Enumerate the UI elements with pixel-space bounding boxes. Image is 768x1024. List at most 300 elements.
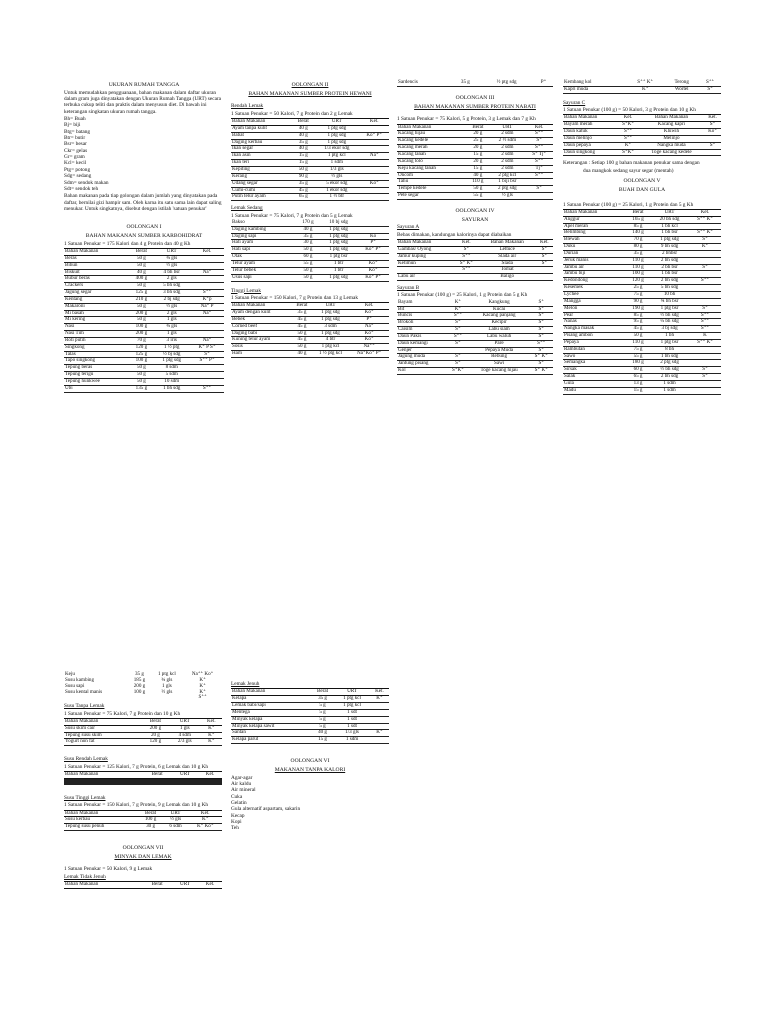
table-cell: Daun melinjo (563, 135, 617, 142)
table-cell: 1 bh kcl (650, 223, 689, 230)
table-cell: 170 g (296, 220, 320, 226)
table-cell: 1 ptg kcl (157, 671, 176, 677)
table-row (563, 278, 721, 285)
abbreviation-item: Bsr= besar (64, 141, 87, 148)
table-cell: Daun singkong (563, 149, 617, 156)
table-row (563, 230, 721, 237)
gol2-tinggi-table (231, 302, 389, 358)
table-cell: 10 sdm (153, 379, 190, 386)
table-cell: 1 gls (162, 682, 172, 689)
table-cell: 400 g (129, 276, 153, 283)
gol6-item: Air mineral (231, 787, 256, 794)
table-cell: 1 ptg sdg (320, 233, 357, 240)
gol3-title: OOLONGAN III (455, 94, 495, 101)
gol7-jenuh-title: Lemak Jenuh (231, 681, 260, 687)
column-header: Ket. (188, 810, 222, 817)
table-cell: Tepung terigu (64, 372, 129, 379)
table-cell: 1 ½ ptg kcl (312, 351, 350, 358)
gol6-title: OOLONGAN VI (290, 758, 330, 765)
table-cell: Daging babi (231, 330, 292, 337)
table-cell: 1 sdm (650, 380, 689, 387)
table-cell: 1 sdm (314, 160, 359, 167)
table-cell: 1 ptg bsr (320, 254, 357, 261)
table-cell: Putih telur ayam (231, 194, 292, 201)
table-cell (359, 194, 389, 201)
gol5-table (563, 209, 721, 395)
table-cell: K⁺ (199, 688, 206, 695)
column-urt (64, 80, 224, 393)
table-cell: 55 g (466, 193, 489, 200)
table-cell: Ko⁺ P⁺ (357, 247, 389, 254)
table-cell: Baligo (479, 274, 536, 281)
table-row (397, 340, 553, 347)
table-cell: Susu skim cair (64, 725, 142, 732)
table-cell: K⁺ (617, 142, 638, 149)
table-cell: 5 g (311, 703, 334, 710)
table-cell: 90 g (626, 298, 650, 305)
table-cell: Salak (563, 374, 626, 381)
table-cell: 65 g (292, 194, 314, 201)
table-cell: Ham (231, 351, 292, 358)
table-row (563, 292, 721, 299)
table-cell: 1 sdm (334, 737, 370, 744)
table-cell: Minyak kelapa (231, 716, 311, 723)
column-header: Berat (129, 248, 153, 255)
gol6-item-list (231, 775, 389, 832)
susu-rendah-desc: 1 Satuan Penukar = 75 Kalori, 7 g Protein dan 10 g Kh (64, 710, 181, 717)
table-cell: 50 g (129, 283, 153, 290)
column-header: Bahan Makanan (64, 248, 129, 255)
table-cell: 15 g (466, 151, 489, 158)
table-cell: 40 g (292, 125, 314, 132)
table-cell: Susu kambing (65, 676, 95, 683)
table-cell: S⁺ (447, 327, 469, 334)
table-cell: 3 bj sdg (650, 326, 689, 333)
table-cell (198, 783, 222, 784)
abbreviation-item: Gr= gram (64, 154, 85, 161)
column-susu (64, 672, 222, 889)
column-header: Bahan Makanan (231, 303, 292, 310)
table-cell: 80 g (626, 244, 650, 251)
column-header: URT (314, 119, 359, 126)
table-cell: S⁺⁺ (617, 135, 638, 142)
table-cell (525, 193, 553, 200)
table-row (231, 160, 389, 167)
table-cell (689, 285, 721, 292)
table-cell: ½ gls (161, 688, 173, 695)
table-cell: 20 bh sdg (650, 216, 689, 223)
table-row (231, 125, 389, 132)
table-row (231, 310, 389, 317)
table-cell: Tahu (397, 179, 466, 186)
table-cell: S⁺ (447, 361, 469, 368)
table-cell: Kelapa parut (231, 737, 311, 744)
table-cell: Kerang (231, 173, 292, 180)
table-cell: 9 bh sdg (650, 244, 689, 251)
table-cell: Tj⁺ (525, 165, 553, 172)
table-cell: Rambutan (563, 346, 626, 353)
table-cell: 30 g (138, 824, 162, 831)
table-row (231, 723, 389, 730)
table-cell (704, 149, 721, 156)
column-header: Ket. (370, 689, 389, 696)
table-row (231, 180, 389, 187)
table-cell: 110 g (626, 339, 650, 346)
table-cell: 50 g (129, 379, 153, 386)
table-cell: Daging sapi (231, 233, 296, 240)
table-row (563, 149, 721, 156)
table-cell: Nangka muda (639, 142, 704, 149)
column-header: Berat (138, 810, 162, 817)
table-cell: Kacang hijau (397, 131, 466, 138)
table-cell: Pepaya (563, 339, 626, 346)
table-cell: Bayam merah (563, 122, 617, 129)
table-cell: Bayam (397, 300, 447, 306)
table-cell: Wortel (664, 86, 699, 93)
table-row (563, 374, 721, 381)
table-cell: 50 g (296, 247, 320, 254)
table-cell: S⁺ (529, 361, 553, 368)
table-cell (359, 139, 389, 146)
abbreviation-item: Ckr= gelas (64, 147, 88, 154)
table-cell: 2 ½ sdm (489, 138, 525, 145)
urt-intro: Untuk memudahkan pengguanaan, bahan makanan dalam daftar ukuran dalam gram juga dinyatakan dengan Ukuran Rumah Tangga (URT) secara terbuka cukup teliti dan praktis dalam menyusun diet. Di bawah ini keterangan singkatan ukuran rumah tangga. (64, 89, 222, 115)
table-cell: 25 g (466, 138, 489, 145)
table-cell: S⁺ (447, 320, 469, 327)
gol6-item: Cuka (231, 793, 243, 800)
table-cell: S⁺ (529, 347, 553, 354)
table-row (397, 368, 553, 375)
table-cell: S⁺ K⁺ (529, 368, 553, 375)
table-cell: Na⁺⁺ (349, 344, 389, 351)
table-cell (370, 716, 389, 723)
table-cell: ½ ptg sdg (479, 80, 534, 86)
table-cell: 1 ½ btr (314, 194, 359, 201)
table-cell: S⁺ (529, 313, 553, 320)
table-cell: Ko⁺ (704, 129, 721, 136)
table-cell: Pete segar (397, 193, 466, 200)
table-cell: Nangka masak (563, 326, 626, 333)
table-cell: 35 g (626, 250, 650, 257)
column-gol5 (563, 80, 721, 395)
table-cell: 35 g (452, 80, 479, 86)
table-cell: S⁺⁺ (190, 290, 224, 297)
table-cell: Pare (469, 340, 530, 347)
susu-sedang-table (64, 771, 222, 785)
column-header: Ket. (198, 771, 222, 778)
gol6-item: Gelatin (231, 799, 247, 806)
table-cell: Mi kering (64, 317, 129, 324)
table-cell: 90 g (292, 173, 314, 180)
table-cell: 110 g (626, 257, 650, 264)
table-cell: 1 ptg bsr (650, 339, 689, 346)
table-cell: K⁺ (199, 682, 206, 689)
table-cell: 2 ptg sdg (489, 186, 525, 193)
table-cell: 200 g (133, 682, 146, 689)
table-cell: 15 g (311, 737, 334, 744)
gol7-tanpa-title: Lemak Tidak Jenuh (64, 873, 106, 880)
gol5-c-note: Keterangan : Setiap 100 g bahan makanan penukar sama dengan (563, 160, 700, 167)
gol7-desc: 1 Satuan Penukar = 50 Kalori, 9 g Lemak (64, 866, 153, 873)
table-cell: 5 bh sdg (650, 285, 689, 292)
table-cell: 1 sdm (650, 387, 689, 394)
column-header: Berat (143, 882, 172, 889)
table-cell: Keju (65, 671, 75, 677)
table-cell: 15 g (292, 153, 314, 160)
table-cell: Gula (563, 380, 626, 387)
table-cell: ¾ gls (153, 324, 190, 331)
table-cell: 100 g (626, 271, 650, 278)
table-cell (190, 317, 224, 324)
table-cell: 8 sdm (153, 365, 190, 372)
table-cell: Mentega (231, 709, 311, 716)
table-cell: Blewah (563, 237, 626, 244)
gol7-jenuh-table (231, 688, 389, 744)
table-cell: 1 ptg sdg (312, 316, 350, 323)
table-cell: K⁺ (370, 696, 389, 703)
table-cell: K⁺p (190, 296, 224, 303)
table-cell: S⁺K⁺ (617, 122, 638, 129)
table-cell: S⁺⁺ (198, 694, 207, 701)
table-cell: S⁺⁺ K⁺ (689, 339, 721, 346)
column-header: Berat (292, 119, 314, 126)
table-cell: 50 g (292, 167, 314, 174)
table-cell: 200 g (129, 310, 153, 317)
table-cell: K⁺ (689, 244, 721, 251)
table-cell: Bit (397, 306, 447, 313)
table-cell: Na⁺ (359, 153, 389, 160)
table-cell: 210 g (129, 296, 153, 303)
susu-tinggi-desc: 1 Satuan Penukar = 150 Kalori, 7 g Protein, 9 g Lemak dan 10 g Kh (64, 802, 209, 809)
table-cell: K⁺ (447, 300, 469, 306)
table-cell: ¾ gls (153, 255, 190, 262)
table-cell: Daun katuk (563, 129, 617, 136)
table-cell (172, 783, 199, 784)
table-cell: 1 ptg sdg (312, 330, 350, 337)
table-cell (689, 380, 721, 387)
table-cell: ½ bj sdg (153, 351, 190, 358)
table-cell: 1 bh bsr (650, 230, 689, 237)
table-cell: 1/3 ekor sdg (314, 146, 359, 153)
table-row (64, 385, 224, 392)
gol3-subtitle: BAHAN MAKANAN SUMBER PROTEIN NABATI (414, 103, 536, 110)
susu-rendah-title: Susu Tanpa Lemak (64, 703, 105, 710)
table-cell: 45 g (292, 337, 312, 344)
table-cell: 95 g (626, 319, 650, 326)
table-row (231, 139, 389, 146)
table-cell: 40 g (296, 226, 320, 233)
table-cell: Na⁺⁺ Ko⁺ (191, 671, 214, 677)
table-cell: S⁺⁺ (617, 129, 638, 136)
column-header: Bahan Makanan (397, 239, 454, 246)
table-cell: Kacang tanah (397, 151, 466, 158)
table-cell: 50 g (292, 330, 312, 337)
table-cell (454, 274, 479, 281)
table-cell: Nasi (64, 324, 129, 331)
table-cell: Kacang panjang (469, 313, 530, 320)
table-row (563, 367, 721, 374)
table-cell: 1 btr (320, 267, 357, 274)
table-cell: 1 ptg kcl (334, 703, 370, 710)
table-cell (190, 365, 224, 372)
column-header: Berat (626, 209, 650, 216)
table-cell: S⁺ (529, 306, 553, 313)
table-cell: Genjer (397, 347, 447, 354)
gol1-title: OOLONGAN I (126, 224, 162, 231)
column-header: Bahan Makanan (64, 810, 138, 817)
table-row (231, 153, 389, 160)
table-cell: 2/3 gls (169, 739, 201, 746)
table-cell: 1 ptg bsr (650, 305, 689, 312)
table-cell: Sardencis (397, 80, 452, 86)
gol2-title: OOLONGAN II (291, 82, 329, 88)
table-cell: Jambu air (563, 264, 626, 271)
table-cell: 1 ptg sdg (320, 226, 357, 233)
table-cell: S⁺ (536, 246, 553, 253)
table-cell (64, 695, 128, 701)
abbreviation-item: Bj= biji (64, 122, 81, 129)
table-cell: Biskuit (64, 269, 129, 276)
table-cell: 120 g (142, 739, 169, 746)
column-header: Ket. (525, 124, 553, 131)
gol2-rendah-table (231, 118, 389, 201)
table-cell: Labu air (397, 274, 454, 281)
table-cell (689, 346, 721, 353)
table-cell: S⁺ (454, 246, 479, 253)
table-cell (190, 255, 224, 262)
table-cell (190, 324, 224, 331)
table-cell: Roti putih (64, 337, 129, 344)
column-header: Ket. (704, 115, 721, 122)
table-cell: Melon (563, 305, 626, 312)
table-row (397, 361, 553, 368)
table-cell: Na⁺ P (190, 303, 224, 310)
table-cell: 120 g (626, 278, 650, 285)
table-row (397, 80, 553, 86)
gol3-table (397, 124, 553, 200)
table-cell: K⁺ (201, 732, 222, 739)
gol1-subtitle: BAHAN MAKANAN SUMBER KARBOHIDRAT (85, 232, 203, 239)
table-cell: 5 g (311, 716, 334, 723)
table-cell: Jamur kuping (397, 253, 454, 260)
table-cell: Kembang kol (563, 80, 626, 86)
table-cell: Daun Pakis (397, 333, 447, 340)
table-cell: 2 bj sdg (153, 296, 190, 303)
table-cell: S⁺ (536, 253, 553, 260)
table-cell: 60 g (626, 367, 650, 374)
table-cell: S⁺ (529, 320, 553, 327)
table-cell: Talas (64, 351, 129, 358)
table-cell (689, 387, 721, 394)
table-cell: ¾ gls (161, 676, 173, 683)
table-cell: Singkong (64, 344, 129, 351)
column-header: Bahan Makanan (479, 239, 536, 246)
table-cell: Bubur beras (64, 276, 129, 283)
gol6-item: Teh (231, 825, 239, 832)
table-cell: S⁺K⁺ (447, 368, 469, 375)
table-cell: Daging kerbau (231, 139, 292, 146)
table-cell: 190 g (626, 305, 650, 312)
table-cell: S⁺ (704, 122, 721, 129)
table-cell: Daun kemangi (397, 340, 447, 347)
table-row (231, 351, 389, 358)
table-row (397, 313, 553, 320)
table-cell: 1 ptg sdg (312, 310, 350, 317)
table-row (563, 339, 721, 346)
table-cell: 5 bh sdg (153, 283, 190, 290)
column-header: URT (489, 124, 525, 131)
table-cell: Ko⁺ (359, 180, 389, 187)
table-cell: Toge kacang hijau (469, 368, 530, 375)
gol4-title: OOLONGAN IV (455, 207, 495, 214)
table-row (563, 237, 721, 244)
table-cell: Cumi-cumi (231, 187, 292, 194)
table-cell: S⁺ K⁺ (529, 354, 553, 361)
table-cell: 45 g (292, 316, 312, 323)
table-cell: 2 gls (153, 276, 190, 283)
gol5-c-note-2: dua mangkok sedang sayur segar (mentah) (583, 167, 674, 174)
table-cell: S⁺⁺ (689, 326, 721, 333)
table-cell: 1 ptg sdg (650, 237, 689, 244)
table-cell: K⁺ (370, 730, 389, 737)
gol5-subtitle: BUAH DAN GULA (618, 186, 666, 193)
table-cell: ½ gls (153, 303, 190, 310)
column-header: Bahan Makanan (639, 115, 704, 122)
gol7-tanpa-table (64, 881, 222, 889)
table-row (563, 312, 721, 319)
table-row (397, 193, 553, 200)
table-cell: 65 g (626, 374, 650, 381)
table-cell: S⁺⁺ K⁺ (689, 216, 721, 223)
table-row (563, 387, 721, 394)
gol7-title: OOLONGAN VII (122, 845, 164, 852)
gol4-subtitle: SAYURAN (461, 216, 489, 223)
table-cell: Ko⁺ (349, 310, 389, 317)
column-header: Berat (143, 771, 172, 778)
gol3-top-table (397, 80, 553, 87)
table-cell: Na⁺ (190, 269, 224, 276)
table-cell: Bebek (231, 316, 292, 323)
table-cell: Daun pepaya (563, 142, 617, 149)
table-cell: Yogurt non fat (64, 739, 142, 746)
gol4-a-table (397, 239, 553, 281)
table-cell: Telur bebek (231, 267, 296, 274)
table-cell: 50 g (129, 317, 153, 324)
table-cell: Pisang ambon (563, 333, 626, 340)
table-cell: Na⁺Ko⁺ P⁺ (349, 351, 389, 358)
table-cell: 50 g (129, 303, 153, 310)
table-row (397, 306, 553, 313)
table-cell: 10 bj sdg (320, 220, 357, 226)
susu-tinggi-table (64, 810, 222, 832)
table-cell: Pear (563, 312, 626, 319)
susu-tinggi-title: Susu Tinggi Lemak (64, 794, 106, 801)
table-cell: 200 g (142, 725, 169, 732)
table-row (563, 380, 721, 387)
table-cell (190, 262, 224, 269)
susu-rendah-table (64, 718, 222, 746)
column-header: Ket. (617, 115, 638, 122)
table-cell: S⁺⁺ (699, 80, 721, 86)
table-cell: S⁺⁺ (454, 267, 479, 274)
table-row (231, 703, 389, 710)
table-row (563, 86, 721, 93)
column-header: Bahan Makanan (231, 689, 311, 696)
table-cell: S⁺⁺ (525, 145, 553, 152)
table-cell: 1 ptg kcl (312, 344, 350, 351)
table-cell: K⁺ (447, 306, 469, 313)
table-cell: 15 g (466, 165, 489, 172)
